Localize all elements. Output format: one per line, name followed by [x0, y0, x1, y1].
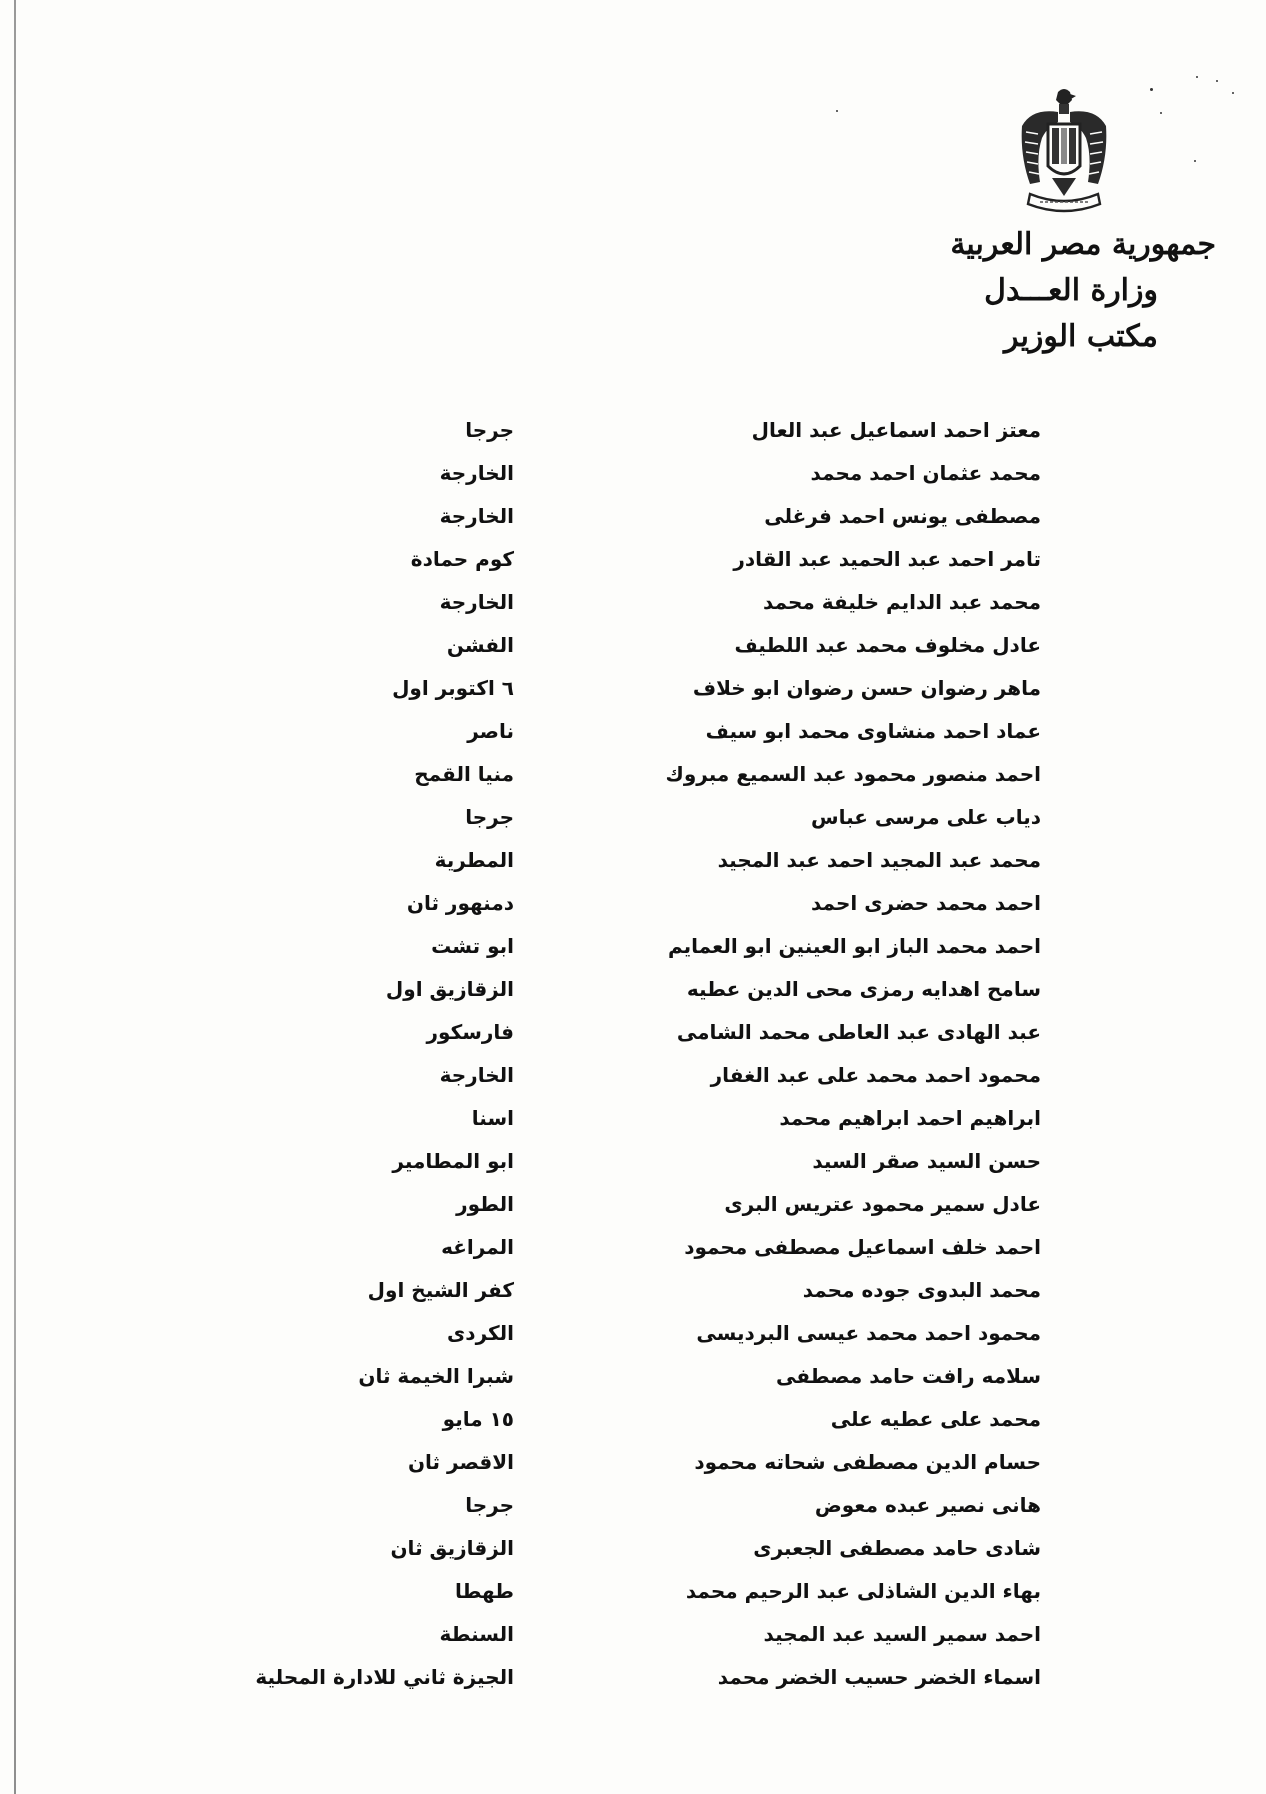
location: ٦ اكتوبر اول — [392, 676, 514, 700]
location: المراغه — [441, 1235, 514, 1259]
person-name: تامر احمد عبد الحميد عبد القادر — [733, 547, 1041, 571]
location: الكردى — [446, 1321, 514, 1345]
location: الزقازيق ثان — [390, 1536, 514, 1560]
person-name: معتز احمد اسماعيل عبد العال — [751, 418, 1041, 442]
names-list — [0, 409, 1266, 1699]
scan-speck — [1216, 80, 1218, 82]
location: الخارجة — [439, 590, 514, 614]
letterhead — [950, 222, 1216, 360]
location: الفشن — [446, 633, 514, 657]
list-item — [0, 753, 1266, 796]
list-item — [0, 1054, 1266, 1097]
person-name: عادل سمير محمود عتريس البرى — [724, 1192, 1041, 1216]
location: كفر الشيخ اول — [367, 1278, 514, 1302]
list-item — [0, 1269, 1266, 1312]
location: ابو تشت — [431, 934, 514, 958]
ministry-name: وزارة العـــدل — [984, 273, 1158, 308]
person-name: ابراهيم احمد ابراهيم محمد — [779, 1106, 1041, 1130]
list-item — [0, 925, 1266, 968]
location: كوم حمادة — [410, 547, 514, 571]
person-name: عادل مخلوف محمد عبد اللطيف — [734, 633, 1041, 657]
person-name: محمود احمد محمد على عبد الغفار — [710, 1063, 1041, 1087]
list-item — [0, 1527, 1266, 1570]
scan-speck — [1196, 76, 1198, 78]
location: جرجا — [465, 1493, 514, 1517]
person-name: عبد الهادى عبد العاطى محمد الشامى — [676, 1020, 1041, 1044]
person-name: احمد سمير السيد عبد المجيد — [763, 1622, 1041, 1646]
list-item — [0, 968, 1266, 1011]
location: الخارجة — [439, 504, 514, 528]
list-item — [0, 1570, 1266, 1613]
list-item — [0, 667, 1266, 710]
list-item — [0, 1398, 1266, 1441]
list-item — [0, 581, 1266, 624]
person-name: بهاء الدين الشاذلى عبد الرحيم محمد — [685, 1579, 1041, 1603]
location: فارسكور — [426, 1020, 514, 1044]
location: الطور — [456, 1192, 514, 1216]
person-name: سامح اهدايه رمزى محى الدين عطيه — [686, 977, 1041, 1001]
list-item — [0, 1140, 1266, 1183]
location: الزقازيق اول — [385, 977, 514, 1001]
country-name: جمهورية مصر العربية — [950, 227, 1216, 262]
location: الخارجة — [439, 1063, 514, 1087]
scan-speck — [1232, 92, 1234, 94]
list-item — [0, 796, 1266, 839]
list-item — [0, 839, 1266, 882]
location: المطرية — [434, 848, 514, 872]
list-item — [0, 495, 1266, 538]
location: الجيزة ثاني للادارة المحلية — [255, 1665, 514, 1689]
list-item — [0, 1656, 1266, 1699]
person-name: محمد عثمان احمد محمد — [810, 461, 1041, 485]
person-name: محمد على عطيه على — [830, 1407, 1041, 1431]
person-name: احمد منصور محمود عبد السميع مبروك — [665, 762, 1041, 786]
location: اسنا — [471, 1106, 514, 1130]
person-name: مصطفى يونس احمد فرغلى — [764, 504, 1041, 528]
list-item — [0, 1011, 1266, 1054]
scan-speck — [1150, 88, 1153, 91]
list-item — [0, 538, 1266, 581]
location: ابو المطامير — [392, 1149, 514, 1173]
person-name: احمد خلف اسماعيل مصطفى محمود — [684, 1235, 1041, 1259]
list-item — [0, 1613, 1266, 1656]
scan-speck — [1194, 160, 1196, 162]
list-item — [0, 624, 1266, 667]
person-name: دياب على مرسى عباس — [811, 805, 1041, 829]
list-item — [0, 710, 1266, 753]
person-name: سلامه رافت حامد مصطفى — [776, 1364, 1041, 1388]
person-name: عماد احمد منشاوى محمد ابو سيف — [705, 719, 1041, 743]
person-name: محمود احمد محمد عيسى البرديسى — [696, 1321, 1041, 1345]
person-name: احمد محمد الباز ابو العينين ابو العمايم — [667, 934, 1041, 958]
location: طهطا — [454, 1579, 514, 1603]
list-item — [0, 1312, 1266, 1355]
location: ١٥ مايو — [442, 1407, 514, 1431]
location: ناصر — [467, 719, 514, 743]
location: دمنهور ثان — [406, 891, 514, 915]
list-item — [0, 452, 1266, 495]
person-name: محمد عبد المجيد احمد عبد المجيد — [717, 848, 1041, 872]
list-item — [0, 1097, 1266, 1140]
list-item — [0, 1441, 1266, 1484]
person-name: اسماء الخضر حسيب الخضر محمد — [717, 1665, 1041, 1689]
person-name: هانى نصير عبده معوض — [814, 1493, 1041, 1517]
person-name: ماهر رضوان حسن رضوان ابو خلاف — [692, 676, 1041, 700]
location: جرجا — [465, 805, 514, 829]
person-name: حسن السيد صقر السيد — [812, 1149, 1041, 1173]
person-name: محمد عبد الدايم خليفة محمد — [763, 590, 1041, 614]
scan-speck — [836, 110, 838, 112]
list-item — [0, 409, 1266, 452]
list-item — [0, 1183, 1266, 1226]
location: الخارجة — [439, 461, 514, 485]
list-item — [0, 1355, 1266, 1398]
location: الاقصر ثان — [407, 1450, 514, 1474]
list-item — [0, 1226, 1266, 1269]
location: شبرا الخيمة ثان — [358, 1364, 514, 1388]
eagle-emblem-icon — [1018, 86, 1110, 218]
scan-speck — [1160, 112, 1162, 114]
person-name: شادى حامد مصطفى الجعبرى — [753, 1536, 1041, 1560]
list-item — [0, 1484, 1266, 1527]
person-name: احمد محمد حضرى احمد — [811, 891, 1041, 915]
list-item — [0, 882, 1266, 925]
person-name: محمد البدوى جوده محمد — [802, 1278, 1041, 1302]
office-name: مكتب الوزير — [1004, 319, 1158, 354]
location: جرجا — [465, 418, 514, 442]
location: السنطة — [439, 1622, 514, 1646]
person-name: حسام الدين مصطفى شحاته محمود — [694, 1450, 1041, 1474]
location: منيا القمح — [414, 762, 514, 786]
